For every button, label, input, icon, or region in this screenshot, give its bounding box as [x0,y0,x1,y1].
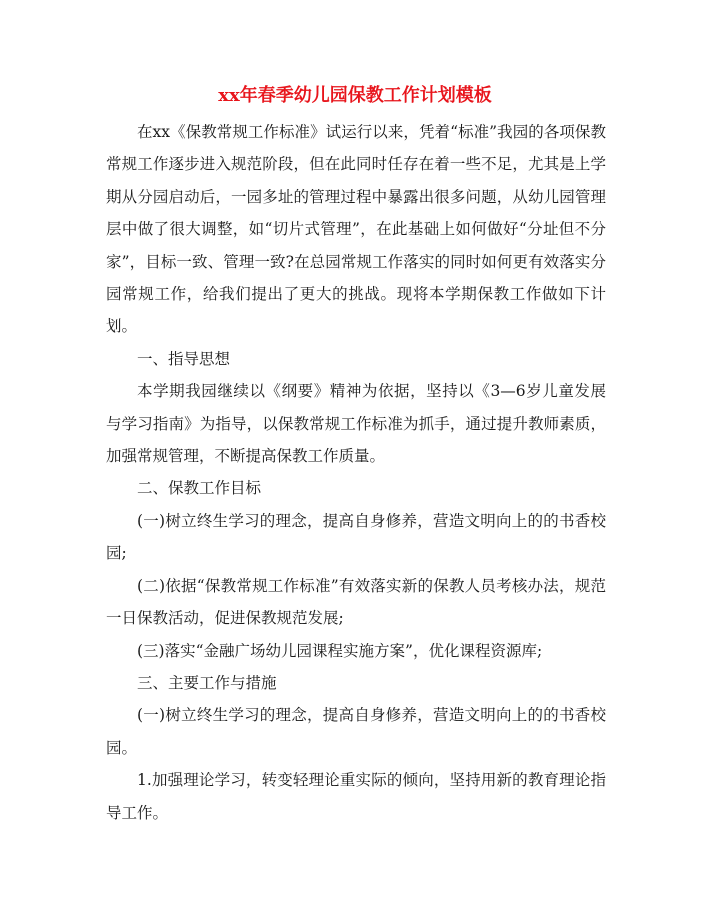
measure-item-1: (一)树立终生学习的理念，提高自身修养，营造文明向上的的书香校园。 [106,706,606,757]
guiding-ideology-paragraph: 本学期我园继续以《纲要》精神为依据，坚持以《3—6岁儿童发展与学习指南》为指导，以保教常规工作标准为抓手，通过提升教师素质，加强常规管理，不断提高保教工作质量。 [106,382,606,466]
section-heading-guiding-ideology: 一、指导思想 [137,349,231,368]
goal-item-3: (三)落实“金融广场幼儿园课程实施方案”，优化课程资源库; [137,641,543,660]
document-title: xx年春季幼儿园保教工作计划模板 [218,85,492,106]
document-body [106,116,606,829]
section-heading-work-goals: 二、保教工作目标 [137,479,262,498]
section-heading-main-work: 三、主要工作与措施 [137,673,277,692]
intro-paragraph: 在xx《保教常规工作标准》试运行以来，凭着“标准”我园的各项保教常规工作逐步进入规范阶段，但在此同时任存在着一些不足，尤其是上学期从分园启动后，一园多址的管理过程中暴露出很多问题，从幼儿园管理层中做了很大调整，如“切片式管理”，在此基础上如何做好“分址但不分家”，目标一致、管理一致?在总园常规工作落实的同时如何更有效落实分园常规工作，给我们提出了更大的挑战。现将本学期保教工作做如下计划。 [106,123,606,336]
goal-item-2: (二)依据“保教常规工作标准”有效落实新的保教人员考核办法，规范一日保教活动，促进保教规范发展; [106,576,606,628]
measure-subitem-1: 1.加强理论学习，转变轻理论重实际的倾向，坚持用新的教育理论指导工作。 [106,771,606,822]
goal-item-1: (一)树立终生学习的理念，提高自身修养，营造文明向上的的书香校园; [106,511,606,563]
